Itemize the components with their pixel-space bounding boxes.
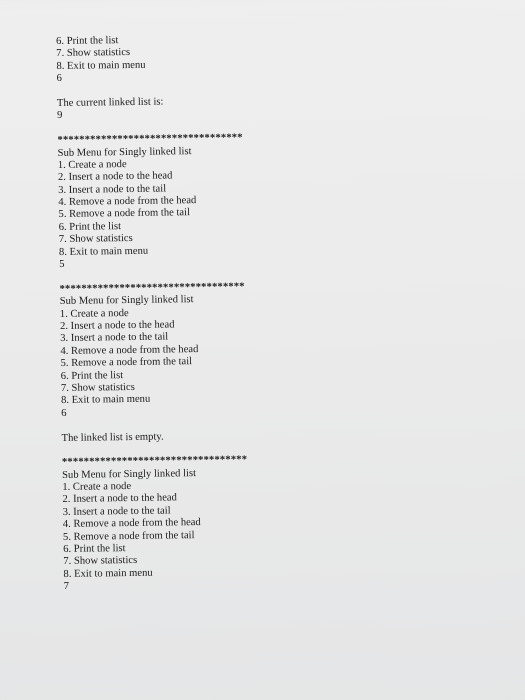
- menu-line: 2. Insert a node to the head: [62, 492, 177, 506]
- submenu-title: Sub Menu for Singly linked list: [62, 467, 197, 481]
- menu-line: 2. Insert a node to the head: [59, 319, 175, 332]
- menu-line: 3. Insert a node to the tail: [58, 183, 167, 196]
- output-value: 9: [57, 110, 63, 122]
- menu-line: 8. Exit to main menu: [56, 59, 146, 72]
- menu-line: 5. Remove a node from the tail: [58, 207, 191, 221]
- list-output-block: [57, 94, 317, 122]
- menu-line: 8. Exit to main menu: [58, 245, 149, 258]
- user-choice: 5: [59, 258, 65, 271]
- menu-line: 6. Print the list: [58, 220, 122, 233]
- menu-line: 4. Remove a node from the head: [62, 517, 201, 531]
- submenu-title: Sub Menu for Singly linked list: [57, 145, 192, 159]
- user-choice: 7: [63, 581, 70, 593]
- menu-line: 1. Create a node: [57, 158, 127, 171]
- menu-line: 4. Remove a node from the head: [60, 343, 199, 357]
- submenu-block-1: [57, 131, 319, 271]
- menu-line: 6. Print the list: [56, 35, 119, 47]
- menu-line: 1. Create a node: [62, 481, 132, 494]
- separator-stars: **********************************: [57, 132, 243, 147]
- menu-line: 7. Show statistics: [58, 233, 133, 246]
- menu-line: 7. Show statistics: [63, 555, 138, 568]
- menu-line: 7. Show statistics: [60, 381, 135, 394]
- output-label: The current linked list is:: [56, 96, 164, 109]
- menu-line: 6. Print the list: [63, 543, 126, 555]
- user-choice: 6: [61, 407, 67, 419]
- submenu-block-3: [62, 454, 324, 594]
- console-printout: [56, 32, 324, 593]
- user-choice: 6: [56, 73, 62, 85]
- submenu-title: Sub Menu for Singly linked list: [59, 294, 194, 308]
- menu-line: 3. Insert a node to the tail: [62, 505, 171, 518]
- menu-line: 2. Insert a node to the head: [57, 170, 173, 184]
- separator-stars: **********************************: [59, 281, 245, 295]
- output-message: The linked list is empty.: [61, 431, 164, 444]
- menu-line: 1. Create a node: [59, 307, 129, 320]
- menu-line: 8. Exit to main menu: [61, 394, 151, 407]
- menu-line: 4. Remove a node from the head: [58, 195, 197, 209]
- menu-tail-block: [56, 32, 317, 85]
- menu-line: 5. Remove a node from the tail: [62, 529, 195, 543]
- menu-line: 7. Show statistics: [56, 47, 131, 60]
- menu-line: 8. Exit to main menu: [63, 567, 153, 580]
- separator-stars: **********************************: [61, 454, 248, 469]
- submenu-block-2: [59, 280, 321, 420]
- menu-line: 3. Insert a node to the tail: [60, 331, 169, 345]
- menu-line: 6. Print the list: [60, 369, 124, 382]
- menu-line: 5. Remove a node from the tail: [60, 356, 193, 370]
